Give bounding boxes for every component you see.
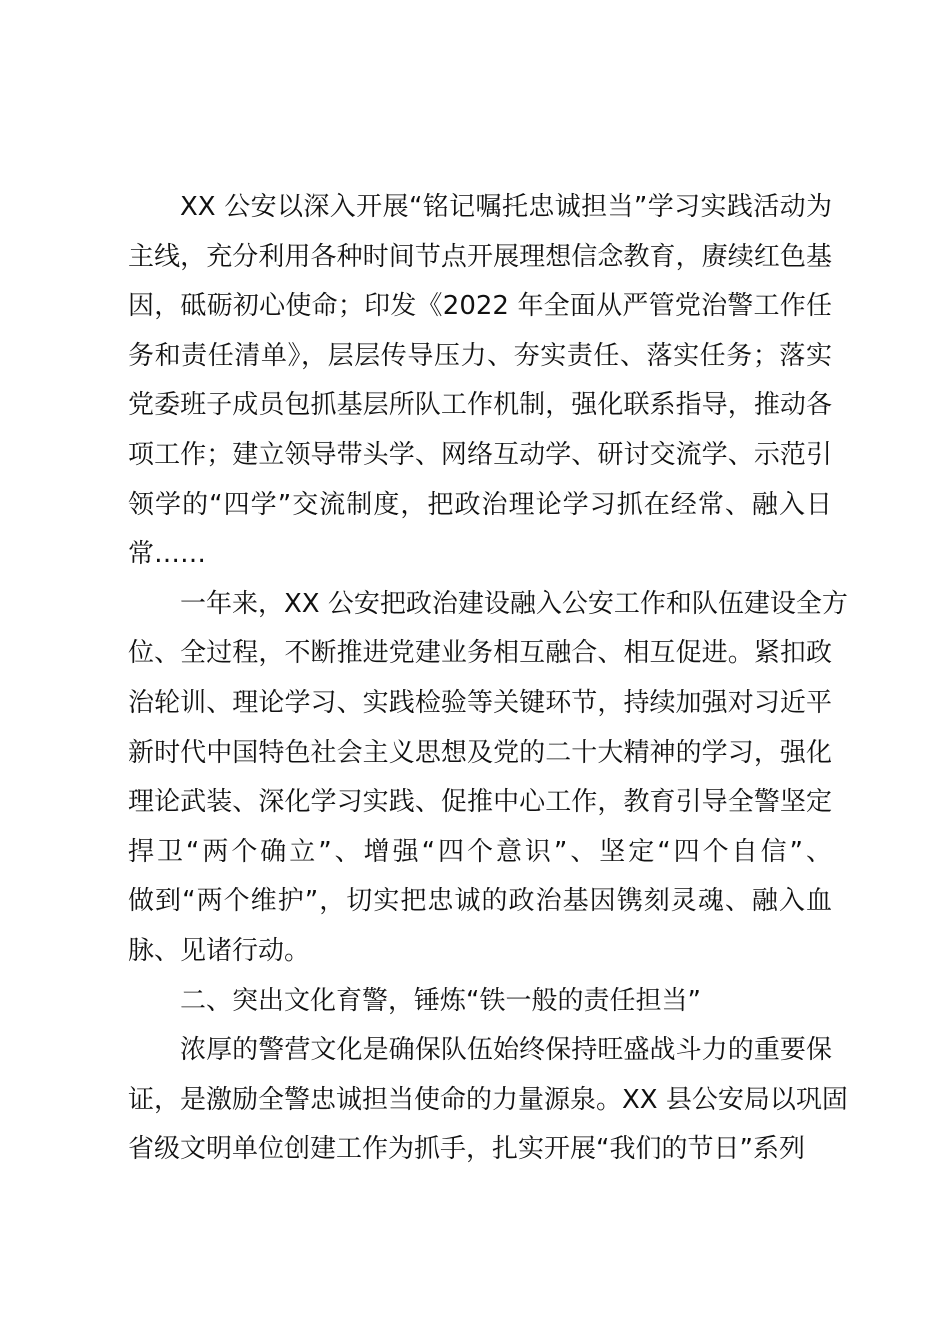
text-line: 做到“两个维护”，切实把忠诚的政治基因镌刻灵魂、融入血	[128, 886, 832, 917]
text-line: 领学的“四学”交流制度，把政治理论学习抓在经常、融入日	[128, 489, 832, 520]
paragraph-party-building	[128, 183, 832, 580]
text-line: 省级文明单位创建工作为抓手，扎实开展“我们的节日”系列	[128, 1134, 805, 1165]
text-line: 捍卫“两个确立”、增强“四个意识”、坚定“四个自信”、	[128, 836, 832, 867]
text-line: 党委班子成员包抓基层所队工作机制，强化联系指导，推动各	[128, 390, 832, 421]
text-line: 务和责任清单》，层层传导压力、夯实责任、落实任务；落实	[128, 340, 832, 371]
text-line: 新时代中国特色社会主义思想及党的二十大精神的学习，强化	[128, 737, 832, 768]
text-line: 项工作；建立领导带头学、网络互动学、研讨交流学、示范引	[128, 439, 832, 470]
text-line: 理论武装、深化学习实践、促推中心工作，教育引导全警坚定	[128, 787, 832, 818]
text-line: 治轮训、理论学习、实践检验等关键环节，持续加强对习近平	[128, 687, 832, 718]
paragraph-police-culture	[128, 1026, 848, 1175]
text-line: 浓厚的警营文化是确保队伍始终保持旺盛战斗力的重要保	[180, 1035, 832, 1066]
text-line: 主线，充分利用各种时间节点开展理想信念教育，赓续红色基	[128, 241, 832, 272]
text-line: 一年来，XX 公安把政治建设融入公安工作和队伍建设全方	[180, 588, 848, 619]
text-line: 因，砥砺初心使命；印发《2022 年全面从严管党治警工作任	[128, 291, 832, 322]
text-line: XX 公安以深入开展“铭记嘱托忠诚担当”学习实践活动为	[180, 192, 832, 222]
document-page	[128, 183, 848, 1175]
text-line: 常……	[128, 539, 207, 570]
text-line: 二、突出文化育警，锤炼“铁一般的责任担当”	[180, 985, 701, 1016]
text-line: 脉、见诸行动。	[128, 935, 311, 966]
paragraph-political-building	[128, 580, 848, 977]
text-line: 证，是激励全警忠诚担当使命的力量源泉。XX 县公安局以巩固	[128, 1084, 848, 1115]
heading-culture	[128, 977, 832, 1027]
text-line: 位、全过程，不断推进党建业务相互融合、相互促进。紧扣政	[128, 638, 832, 669]
